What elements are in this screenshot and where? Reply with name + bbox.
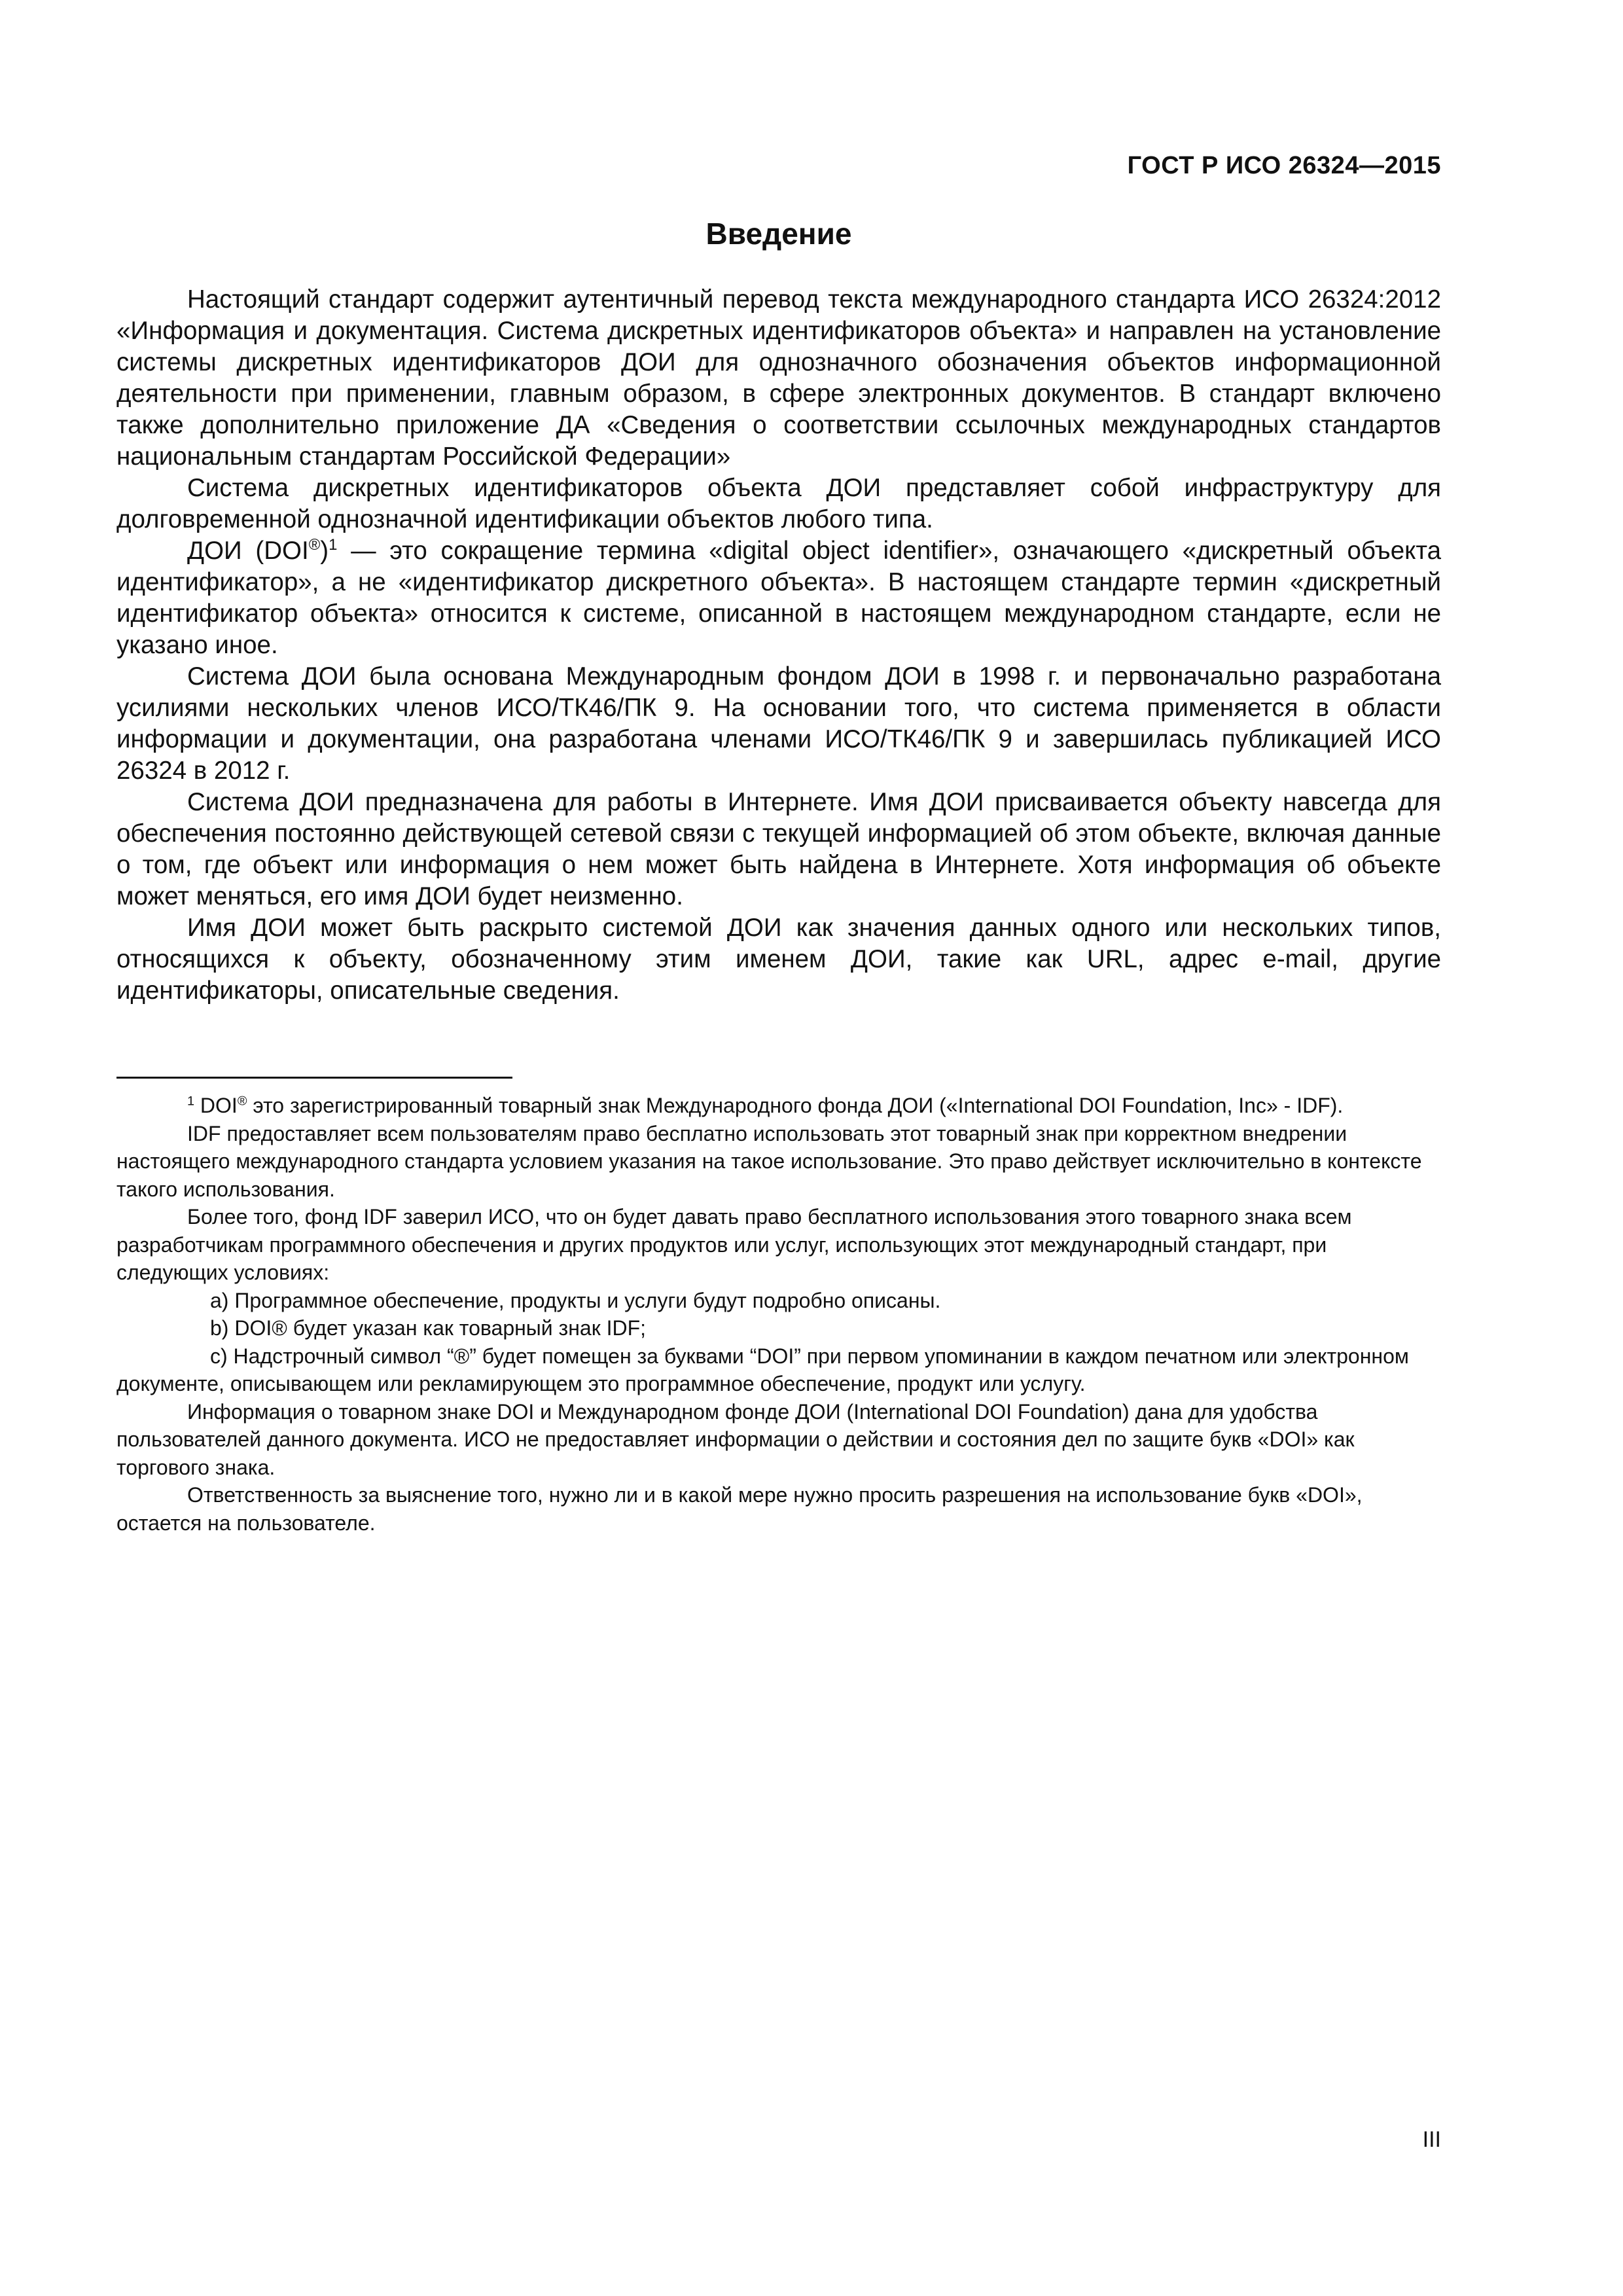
footnote-paragraph: IDF предоставляет всем пользователям право бесплатно использовать этот товарный знак при корректном внедрении настоящего международного стандарта условием указания на такое использование. Это право действует исключительно в контексте такого использования. [116,1121,1422,1201]
paragraph: Настоящий стандарт содержит аутентичный перевод текста международного стандарта ИСО 26324:2012 «Информация и документация. Система дискретных идентификаторов объекта» и направлен на установление системы дискретных идентификаторов ДОИ для однозначного обозначения объектов информационной деятельности при применении, главным образом, в сфере электронных документов. В стандарт включено также дополнительно приложение ДА «Сведения о соответствии ссылочных международных стандартов национальным стандартам Российской Федерации» [116,285,1441,471]
footnote-paragraph: Ответственность за выяснение того, нужно ли и в какой мере нужно просить разрешения на использование букв «DOI», остается на пользователе. [116,1483,1363,1535]
footnote-paragraph: Более того, фонд IDF заверил ИСО, что он будет давать право бесплатного использования этого товарного знака всем разработчикам программного обеспечения и других продуктов или услуг, использующих этот международный стандарт, при следующих условиях: [116,1205,1352,1284]
paragraph-doi-definition [116,535,1441,661]
paragraph: Имя ДОИ может быть раскрыто системой ДОИ как значения данных одного или нескольких типов, относящихся к объекту, обозначенному этим именем ДОИ, такие как URL, адрес e-mail, другие идентификаторы, описательные сведения. [116,914,1441,1005]
footnote-number: 1 [187,1094,195,1109]
page-number: III [1422,2127,1441,2152]
doi-definition-text: — это сокращение термина «digital object identifier», означающего «дискретный объекта идентификатор», а не «идентификатор дискретного объекта». В настоящем стандарте термин «дискретный идентификатор объекта» относится к системе, описанной в настоящем международном стандарте, если не указано иное. [116,537,1442,659]
doi-term: ДОИ (DOI [187,537,309,565]
introduction-body [116,284,1441,1007]
footnote-list-item: a) Программное обеспечение, продукты и услуги будут подробно описаны. [210,1288,941,1312]
footnote-paragraph: Информация о товарном знаке DOI и Международном фонде ДОИ (International DOI Foundation) дана для удобства пользователей данного документа. ИСО не предоставляет информации о действии и состояния дел по защите букв «DOI» как торгового знака. [116,1399,1355,1479]
footnote-text: это зарегистрированный товарный знак Международного фонда ДОИ («International DOI Foundation, Inc» - IDF). [247,1094,1344,1117]
paragraph: Система ДОИ предназначена для работы в Интернете. Имя ДОИ присваивается объекту навсегда для обеспечения постоянно действующей сетевой связи с текущей информацией об этом объекте, включая данные о том, где объект или информация о нем может быть найдена в Интернете. Хотя информация об объекте может меняться, его имя ДОИ будет неизменно. [116,788,1441,910]
footnote-separator [116,1077,512,1079]
section-title: Введение [705,217,852,251]
registered-mark: ® [308,536,321,554]
closing-paren: ) [320,537,329,565]
footnote-list-item: c) Надстрочный символ “®” будет помещен за буквами “DOI” при первом упоминании в каждом печатном или электронном документе, описывающем или рекламирующем это программное обеспечение, продукт или услугу. [116,1344,1409,1395]
standard-designation: ГОСТ Р ИСО 26324—2015 [1127,152,1441,179]
footnote-first-line [116,1092,1441,1120]
paragraph: Система дискретных идентификаторов объекта ДОИ представляет собой инфраструктуру для долговременной однозначной идентификации объектов любого типа. [116,474,1441,533]
footnote-term: DOI [194,1094,238,1117]
paragraph: Система ДОИ была основана Международным фондом ДОИ в 1998 г. и первоначально разработана усилиями нескольких членов ИСО/ТК46/ПК 9. На основании того, что система применяется в области информации и документации, она разработана членами ИСО/ТК46/ПК 9 и завершилась публикацией ИСО 26324 в 2012 г. [116,662,1441,785]
footnote-block [116,1092,1441,1537]
footnote-list-item: b) DOI® будет указан как товарный знак IDF; [210,1316,647,1340]
footnote-reference[interactable]: 1 [329,536,338,554]
registered-mark: ® [237,1094,247,1109]
document-page [116,0,1441,2296]
